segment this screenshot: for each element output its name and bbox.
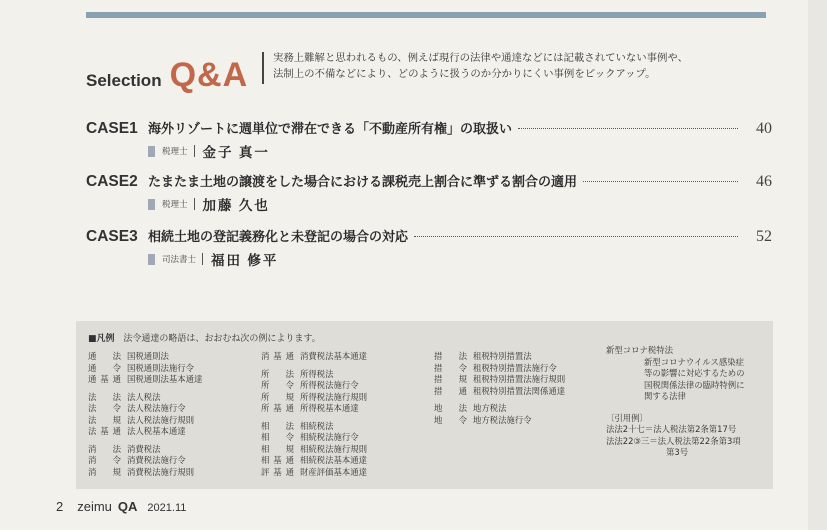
legend-abbreviation: 消令	[88, 455, 121, 465]
legend-item	[88, 363, 202, 375]
corona-line: 関する法律	[644, 391, 686, 401]
dot-leader	[583, 181, 738, 182]
legend-full-name: 所得税法施行規則	[300, 391, 367, 402]
legend-full-name: 法人税法	[127, 391, 161, 402]
legend-abbreviation: 地法	[434, 403, 467, 413]
legend-full-name: 相続税法施行令	[300, 432, 359, 442]
legend-abbreviation: 通基通	[88, 374, 121, 384]
legend-full-name: 所得税基本通達	[300, 403, 359, 413]
author-separator	[194, 145, 195, 157]
dot-leader	[518, 128, 738, 129]
legend-full-name: 所得税法	[300, 368, 334, 379]
legend-item	[261, 380, 367, 392]
case-title: 相続土地の登記義務化と未登記の場合の対応	[148, 230, 409, 245]
legend-full-name: 租税特別措置法施行令	[473, 362, 557, 373]
legend-item	[261, 455, 367, 467]
legend-abbreviation: 相法	[261, 420, 294, 431]
legend-abbreviation: 通令	[88, 362, 121, 373]
legend-group	[261, 369, 367, 415]
legend-abbreviation: 通法	[88, 351, 121, 361]
legend-full-name: 国税通則法基本通達	[127, 374, 203, 384]
footer-date: 2021.11	[147, 502, 187, 514]
legend-item	[261, 432, 367, 444]
legend-item	[261, 444, 367, 456]
legend-full-name: 相続税法基本通達	[300, 455, 367, 465]
legend-full-name: 租税特別措置法関係通達	[473, 385, 566, 396]
case-number: CASE3	[86, 228, 138, 245]
legend-full-name: 所得税法施行令	[300, 380, 359, 390]
author-role: 司法書士	[162, 255, 197, 265]
author-line	[148, 250, 772, 268]
legend-column-1	[88, 351, 202, 484]
legend-abbreviation: 所規	[261, 391, 294, 402]
corona-line: 国税関係法律の臨時特例に	[644, 379, 745, 390]
intro-line-2: 法制上の不備などにより、どのように扱うのか分かりにくい事例をピックアップ。	[273, 68, 656, 80]
legend-full-name: 消費税法基本通達	[300, 351, 367, 361]
example-title: 〔引用例〕	[606, 412, 648, 423]
intro-line-1: 実務上難解と思われるもの、例えば現行の法律や通達などには記載されていない事例や、	[273, 52, 688, 64]
author-role: 税理士	[162, 147, 188, 157]
case-number: CASE2	[86, 173, 138, 190]
case-entry-3[interactable]	[86, 226, 772, 268]
author-name: 金子 真一	[202, 145, 270, 160]
author-separator	[194, 198, 195, 210]
author-marker-icon	[148, 146, 155, 157]
legend-abbreviation: 相令	[261, 432, 294, 442]
corona-title: 新型コロナ税特法	[606, 345, 673, 355]
legend-group	[88, 444, 202, 479]
footer-page-number: 2	[56, 499, 64, 514]
legend-item	[261, 467, 367, 479]
legend-abbreviation: 所法	[261, 368, 294, 379]
legend-note: 法令通達の略語は、おおむね次の例によります。	[123, 334, 321, 344]
legend-item	[88, 403, 202, 415]
legend-item	[434, 415, 565, 427]
legend-item	[88, 467, 202, 479]
legend-abbreviation: 相規	[261, 443, 294, 454]
legend-abbreviation: 消基通	[261, 351, 294, 361]
case-entry-1[interactable]	[86, 118, 772, 160]
top-rule	[86, 12, 766, 18]
legend-full-name: 租税特別措置法	[473, 351, 532, 361]
legend-group	[261, 351, 367, 363]
legend-item	[261, 421, 367, 433]
author-name: 加藤 久也	[202, 198, 270, 213]
legend-full-name: 国税通則法	[127, 351, 169, 361]
legend-full-name: 法人税法施行規則	[127, 414, 194, 425]
case-title: 海外リゾートに週単位で滞在できる「不動産所有権」の取扱い	[148, 122, 513, 137]
legend-item	[434, 403, 565, 415]
legend-abbreviation: 法基通	[88, 426, 121, 436]
legend-full-name: 地方税法施行令	[473, 414, 532, 425]
legend-full-name: 租税特別措置法施行規則	[473, 374, 566, 384]
case-number: CASE1	[86, 120, 138, 137]
page-edge	[808, 0, 827, 530]
author-marker-icon	[148, 199, 155, 210]
case-entry-2[interactable]	[86, 171, 772, 213]
legend-corona-note	[606, 345, 771, 459]
legend-abbreviation: 評基通	[261, 466, 294, 477]
legend-column-3	[434, 351, 565, 432]
legend-abbreviation: 消規	[88, 466, 121, 477]
legend-full-name: 国税通則法施行令	[127, 362, 194, 373]
legend-item	[261, 403, 367, 415]
legend-abbreviation: 法法	[88, 391, 121, 402]
legend-item	[261, 392, 367, 404]
case-page-number: 40	[756, 120, 772, 137]
legend-item	[88, 351, 202, 363]
legend-item	[434, 351, 565, 363]
legend-full-name: 相続税法	[300, 420, 334, 431]
corona-line: 新型コロナウイルス感染症	[644, 356, 744, 367]
legend-abbreviation: 措法	[434, 351, 467, 361]
heading-divider	[262, 52, 264, 84]
legend-group	[434, 351, 565, 397]
legend-abbreviation: 措通	[434, 385, 467, 396]
legend-item	[88, 426, 202, 438]
case-title: たまたま土地の譲渡をした場合における課税売上割合に準ずる割合の適用	[148, 175, 578, 190]
dot-leader	[414, 236, 738, 237]
footer-magazine: zeimu	[77, 499, 112, 514]
legend-abbreviation: 措令	[434, 362, 467, 373]
legend-column-2	[261, 351, 367, 484]
author-line	[148, 195, 772, 213]
author-name: 福田 修平	[211, 253, 279, 268]
legend-full-name: 消費税法施行令	[127, 455, 186, 465]
legend-abbreviation: 所令	[261, 380, 294, 390]
legend-abbreviation: 消法	[88, 443, 121, 454]
legend-group	[88, 351, 202, 386]
legend-full-name: 地方税法	[473, 403, 507, 413]
legend-item	[261, 351, 367, 363]
footer-qa: QA	[117, 499, 138, 514]
case-page-number: 52	[756, 228, 772, 245]
legend-full-name: 消費税法	[127, 443, 161, 454]
legend-item	[88, 444, 202, 456]
legend-item	[434, 374, 565, 386]
legend-abbreviation: 所基通	[261, 403, 294, 413]
legend-group	[434, 403, 565, 426]
legend-label: ■凡例	[88, 334, 115, 344]
author-line	[148, 142, 772, 160]
legend-abbreviation: 地令	[434, 414, 467, 425]
intro-text	[273, 50, 753, 82]
legend-box	[76, 321, 773, 489]
legend-abbreviation: 措規	[434, 374, 467, 384]
example-line: 法法2十七＝法人税法第2条第17号	[606, 424, 737, 434]
legend-group	[261, 421, 367, 479]
legend-abbreviation: 法規	[88, 414, 121, 425]
legend-abbreviation: 相基通	[261, 455, 294, 465]
legend-item	[88, 415, 202, 427]
legend-full-name: 法人税基本通達	[127, 426, 186, 436]
legend-header	[88, 331, 321, 344]
legend-item	[88, 392, 202, 404]
legend-full-name: 法人税法施行令	[127, 403, 186, 413]
legend-full-name: 財産評価基本通達	[300, 466, 367, 477]
legend-item	[88, 455, 202, 467]
legend-item	[434, 363, 565, 375]
legend-item	[261, 369, 367, 381]
qa-label: Q&A	[169, 56, 249, 94]
author-separator	[202, 253, 203, 265]
case-page-number: 46	[756, 173, 772, 190]
legend-abbreviation: 法令	[88, 403, 121, 413]
page-footer	[56, 499, 186, 514]
author-role: 税理士	[162, 200, 188, 210]
corona-line: 等の影響に対応するための	[644, 368, 745, 378]
example-line: 第3号	[666, 447, 689, 457]
selection-label: Selection	[86, 71, 162, 90]
legend-item	[434, 386, 565, 398]
example-line: 法法22③三＝法人税法第22条第3項	[606, 435, 741, 446]
legend-full-name: 相続税法施行規則	[300, 443, 367, 454]
section-heading	[86, 56, 248, 96]
legend-full-name: 消費税法施行規則	[127, 466, 194, 477]
legend-group	[88, 392, 202, 438]
author-marker-icon	[148, 254, 155, 265]
legend-item	[88, 374, 202, 386]
